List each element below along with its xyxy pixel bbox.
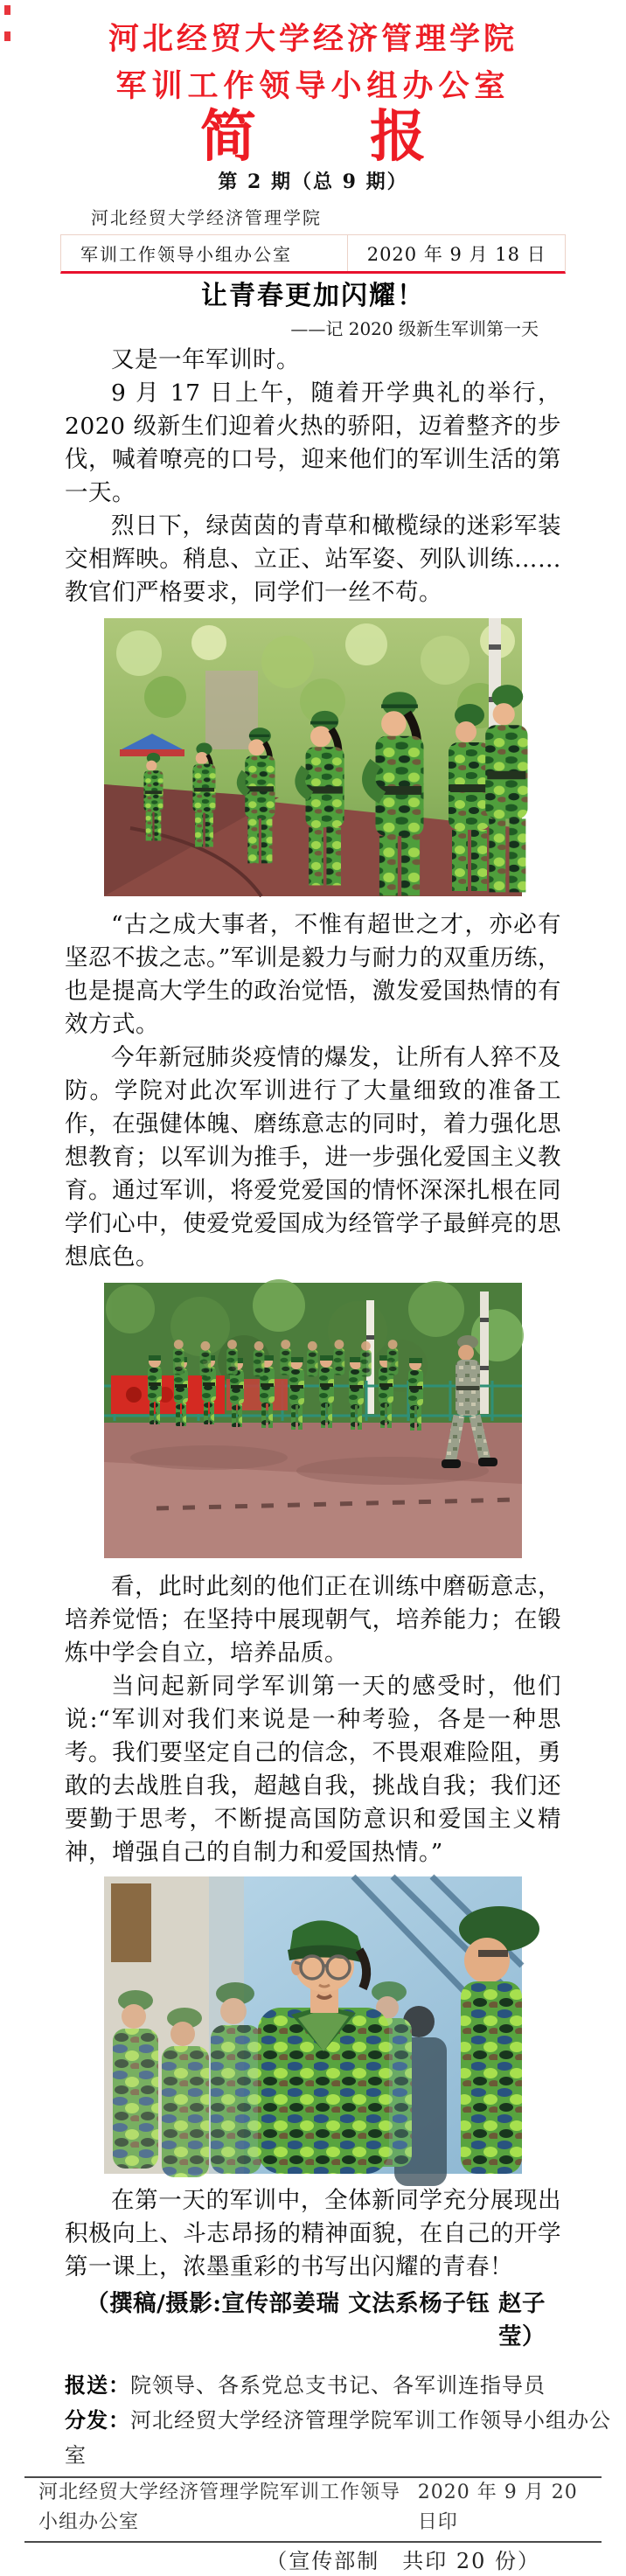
scan-artifact [4,5,10,15]
byline: （撰稿/摄影:宣传部姜瑞 文法系杨子钰 赵子莹） [86,2290,546,2350]
report-to-line [65,2368,626,2403]
report-to-label: 报送： [65,2372,130,2398]
report-to-value: 院领导、各系党总支书记、各军训连指导员 [130,2373,546,2398]
article-body [65,1567,561,1869]
distribute-value: 河北经贸大学经济管理学院军训工作领导小组办公室 [65,2408,611,2468]
issuer-date-table [60,234,566,274]
paragraph: 又是一年军训时。 [111,346,300,373]
article-body [65,2181,561,2354]
imprint-org: 河北经贸大学经济管理学院军训工作领导小组办公室 [38,2482,401,2533]
masthead-org-line2: 军训工作领导小组办公室 [115,69,511,103]
imprint-line [38,2478,588,2538]
brand-char-2: 报 [370,105,426,168]
photo-formation-on-field [104,1283,522,1558]
unit-name-script: 河北经贸大学经济管理学院 [91,207,322,228]
issuer-office-cell: 军训工作领导小组办公室 [61,235,348,271]
paragraph: 当问起新同学军训第一天的感受时，他们说:“军训对我们来说是一种考验，各是一种思考。我们要坚定自己的信念，不畏艰难险阻，勇敢的去战胜自我，超越自我，挑战自我；我们还要勤于思考，不断提高国防意识和爱国主义精神，增强自己的自制力和爱国热情。” [65,1673,561,1866]
article-title: 让青春更加闪耀！ [201,282,425,310]
issue-number: 第 2 期（总 9 期） [218,171,408,193]
paragraph: 今年新冠肺炎疫情的爆发，让所有人猝不及防。学院对此次军训进行了大量细致的准备工作，在强健体魄、磨练意志的同时，着力强化思想教育；以军训为推手，进一步强化爱国主义教育。通过军训，将爱党爱国的情怀深深扎根在同学们心中，使爱党爱国成为经管学子最鲜亮的思想底色。 [65,1044,561,1271]
footer-divider-bottom [24,2541,602,2543]
paragraph: 烈日下，绿茵茵的青草和橄榄绿的迷彩军装交相辉映。稍息、立正、站军姿、列队训练……教官们严格要求，同学们一丝不苟。 [65,512,561,606]
masthead-org-line1: 河北经贸大学经济管理学院 [108,22,518,56]
print-note: （宣传部制 共印 20 份） [266,2549,540,2573]
distribute-label: 分发： [65,2407,130,2433]
issue-date-cell: 2020 年 9 月 18 日 [366,243,546,265]
photo-student-closeup [104,1876,522,2174]
article-body [65,905,561,1274]
article-subtitle: ——记 2020 级新生军训第一天 [290,318,539,339]
paragraph: 在第一天的军训中，全体新同学充分展现出积极向上、斗志昂扬的精神面貌，在自己的开学第一课上，浓墨重彩的书写出闪耀的青春！ [65,2187,561,2280]
footer [0,2368,626,2576]
paragraph: 9 月 17 日上午，随着开学典礼的举行，2020 级新生们迎着火热的骄阳，迈着整齐的步伐，喊着嘹亮的口号，迎来他们的军训生活的第一天。 [65,379,561,506]
paragraph: 看，此时此刻的他们正在训练中磨砺意志，培养觉悟；在坚持中展现朝气，培养能力；在锻炼中学会自立，培养品质。 [65,1573,561,1667]
imprint-date: 2020 年 9 月 20 日印 [417,2482,578,2533]
brand-char-1: 简 [200,105,256,168]
photo-training-formation [104,618,522,896]
bulletin-brand-title [0,105,626,168]
article-body [65,340,561,609]
distribute-line [65,2403,626,2473]
scan-artifact [4,31,10,41]
paragraph: “古之成大事者，不惟有超世之才，亦必有坚忍不拔之志。”军训是毅力与耐力的双重历练，也是提高大学生的政治觉悟，激发爱国热情的有效方式。 [65,911,561,1038]
